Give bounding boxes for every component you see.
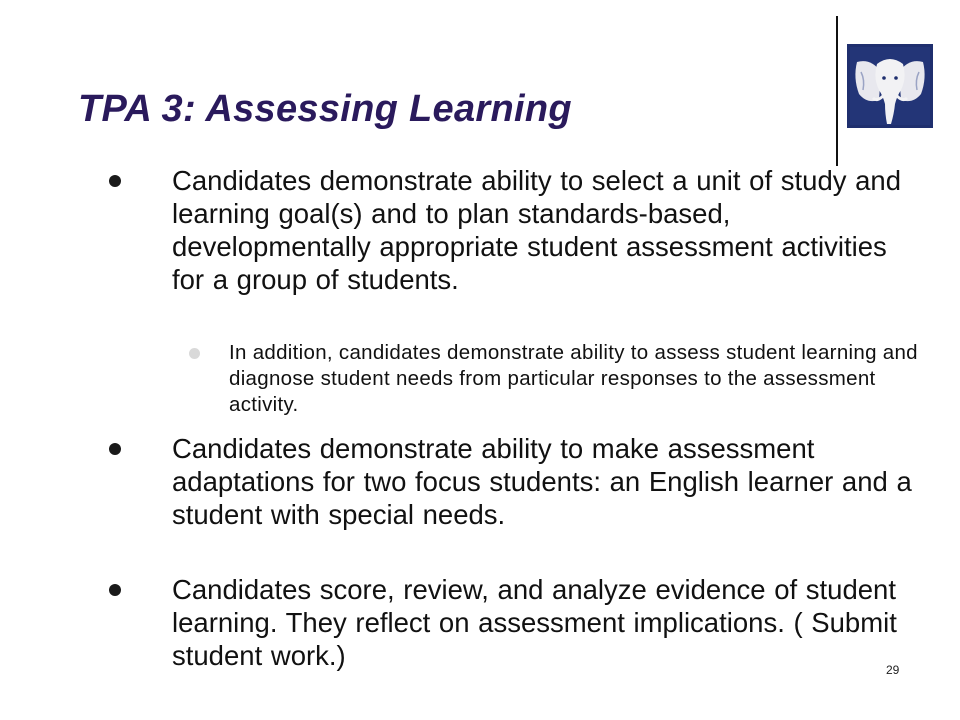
elephant-logo bbox=[847, 44, 933, 128]
bullet-text: Candidates demonstrate ability to select a unit of study and learning goal(s) and to plan standards-based, developmentally appropriate student assessment activities for a group of students. bbox=[172, 165, 902, 295]
bullet-dot-icon bbox=[109, 443, 121, 455]
bullet-item bbox=[172, 573, 912, 672]
bullet-dot-icon bbox=[109, 175, 121, 187]
sub-bullet-text: In addition, candidates demonstrate ability to assess student learning and diagnose student needs from particular responses to the assessment activity. bbox=[229, 341, 918, 416]
bullet-dot-icon bbox=[109, 584, 121, 596]
bullet-item bbox=[172, 164, 912, 296]
vertical-divider bbox=[836, 16, 838, 166]
elephant-icon bbox=[847, 44, 933, 128]
bullet-text: Candidates score, review, and analyze evidence of student learning. They reflect on assessment implications. ( Submit student work.) bbox=[172, 574, 897, 671]
sub-bullet-dot-icon bbox=[189, 348, 200, 359]
page-number: 29 bbox=[886, 663, 900, 677]
slide-title: TPA 3: Assessing Learning bbox=[78, 88, 572, 130]
sub-bullet-item bbox=[229, 340, 919, 418]
bullet-item bbox=[172, 432, 912, 531]
bullet-text: Candidates demonstrate ability to make assessment adaptations for two focus students: an English learner and a student with special needs. bbox=[172, 433, 912, 530]
